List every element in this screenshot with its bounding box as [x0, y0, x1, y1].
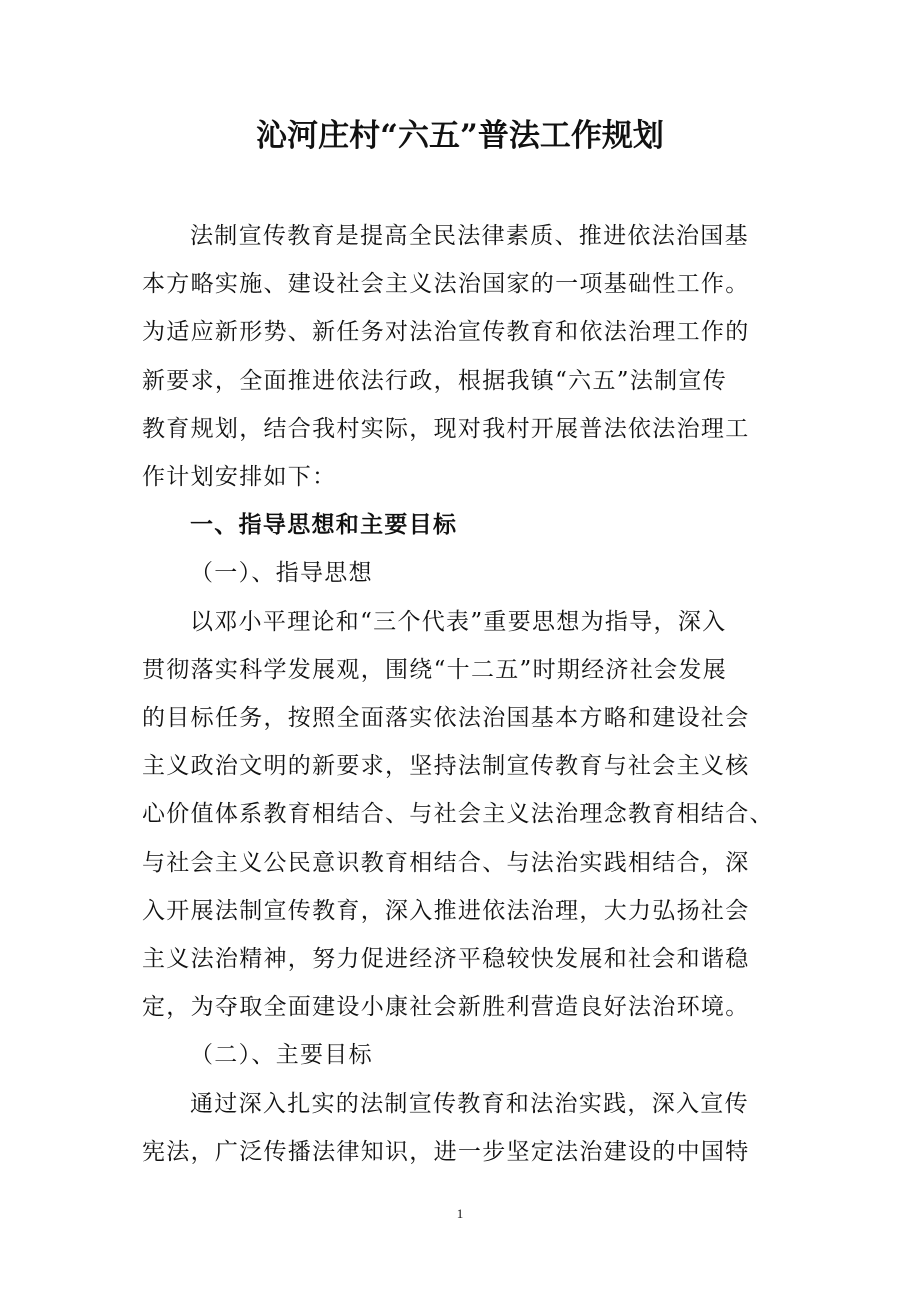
intro-line: 本方略实施、建设社会主义法治国家的一项基础性工作。 [142, 271, 750, 298]
paragraph-line: 心价值体系教育相结合、与社会主义法治理念教育相结合、 [142, 801, 774, 828]
intro-line: 为适应新形势、新任务对法治宣传教育和依法治理工作的 [142, 319, 750, 346]
subsection-heading: （一）、指导思想 [190, 560, 373, 587]
paragraph-line: 通过深入扎实的法制宣传教育和法治实践，深入宣传 [190, 1090, 749, 1117]
paragraph-line: 贯彻落实科学发展观，围绕“十二五”时期经济社会发展 [142, 656, 728, 683]
paragraph-line: 宪法，广泛传播法律知识，进一步坚定法治建设的中国特 [142, 1138, 750, 1165]
paragraph-line: 定，为夺取全面建设小康社会新胜利营造良好法治环境。 [142, 994, 750, 1021]
paragraph-line: 的目标任务，按照全面落实依法治国基本方略和建设社会 [142, 705, 750, 732]
page-number: 1 [456, 1206, 464, 1221]
intro-line: 作计划安排如下： [142, 464, 337, 491]
intro-line: 新要求，全面推进依法行政，根据我镇“六五”法制宣传 [142, 367, 728, 394]
paragraph-line: 主义法治精神，努力促进经济平稳较快发展和社会和谐稳 [142, 946, 750, 973]
paragraph-line: 与社会主义公民意识教育相结合、与法治实践相结合，深 [142, 849, 750, 876]
document-title: 沁河庄村“六五”普法工作规划 [256, 118, 664, 154]
paragraph-line: 以邓小平理论和“三个代表”重要思想为指导，深入 [190, 608, 727, 635]
intro-paragraph [142, 212, 782, 501]
subsection-heading: （二）、主要目标 [190, 1042, 373, 1069]
paragraph-line: 入开展法制宣传教育，深入推进依法治理，大力弘扬社会 [142, 897, 750, 924]
main-goals-paragraph [142, 1080, 782, 1176]
paragraph-line: 主义政治文明的新要求，坚持法制宣传教育与社会主义核 [142, 753, 750, 780]
intro-line: 法制宣传教育是提高全民法律素质、推进依法治国基 [190, 223, 749, 249]
document-body [142, 212, 782, 1176]
section-heading: 一、指导思想和主要目标 [190, 512, 458, 539]
guiding-thought-paragraph [142, 598, 782, 1032]
intro-line: 教育规划，结合我村实际，现对我村开展普法依法治理工 [142, 415, 750, 442]
